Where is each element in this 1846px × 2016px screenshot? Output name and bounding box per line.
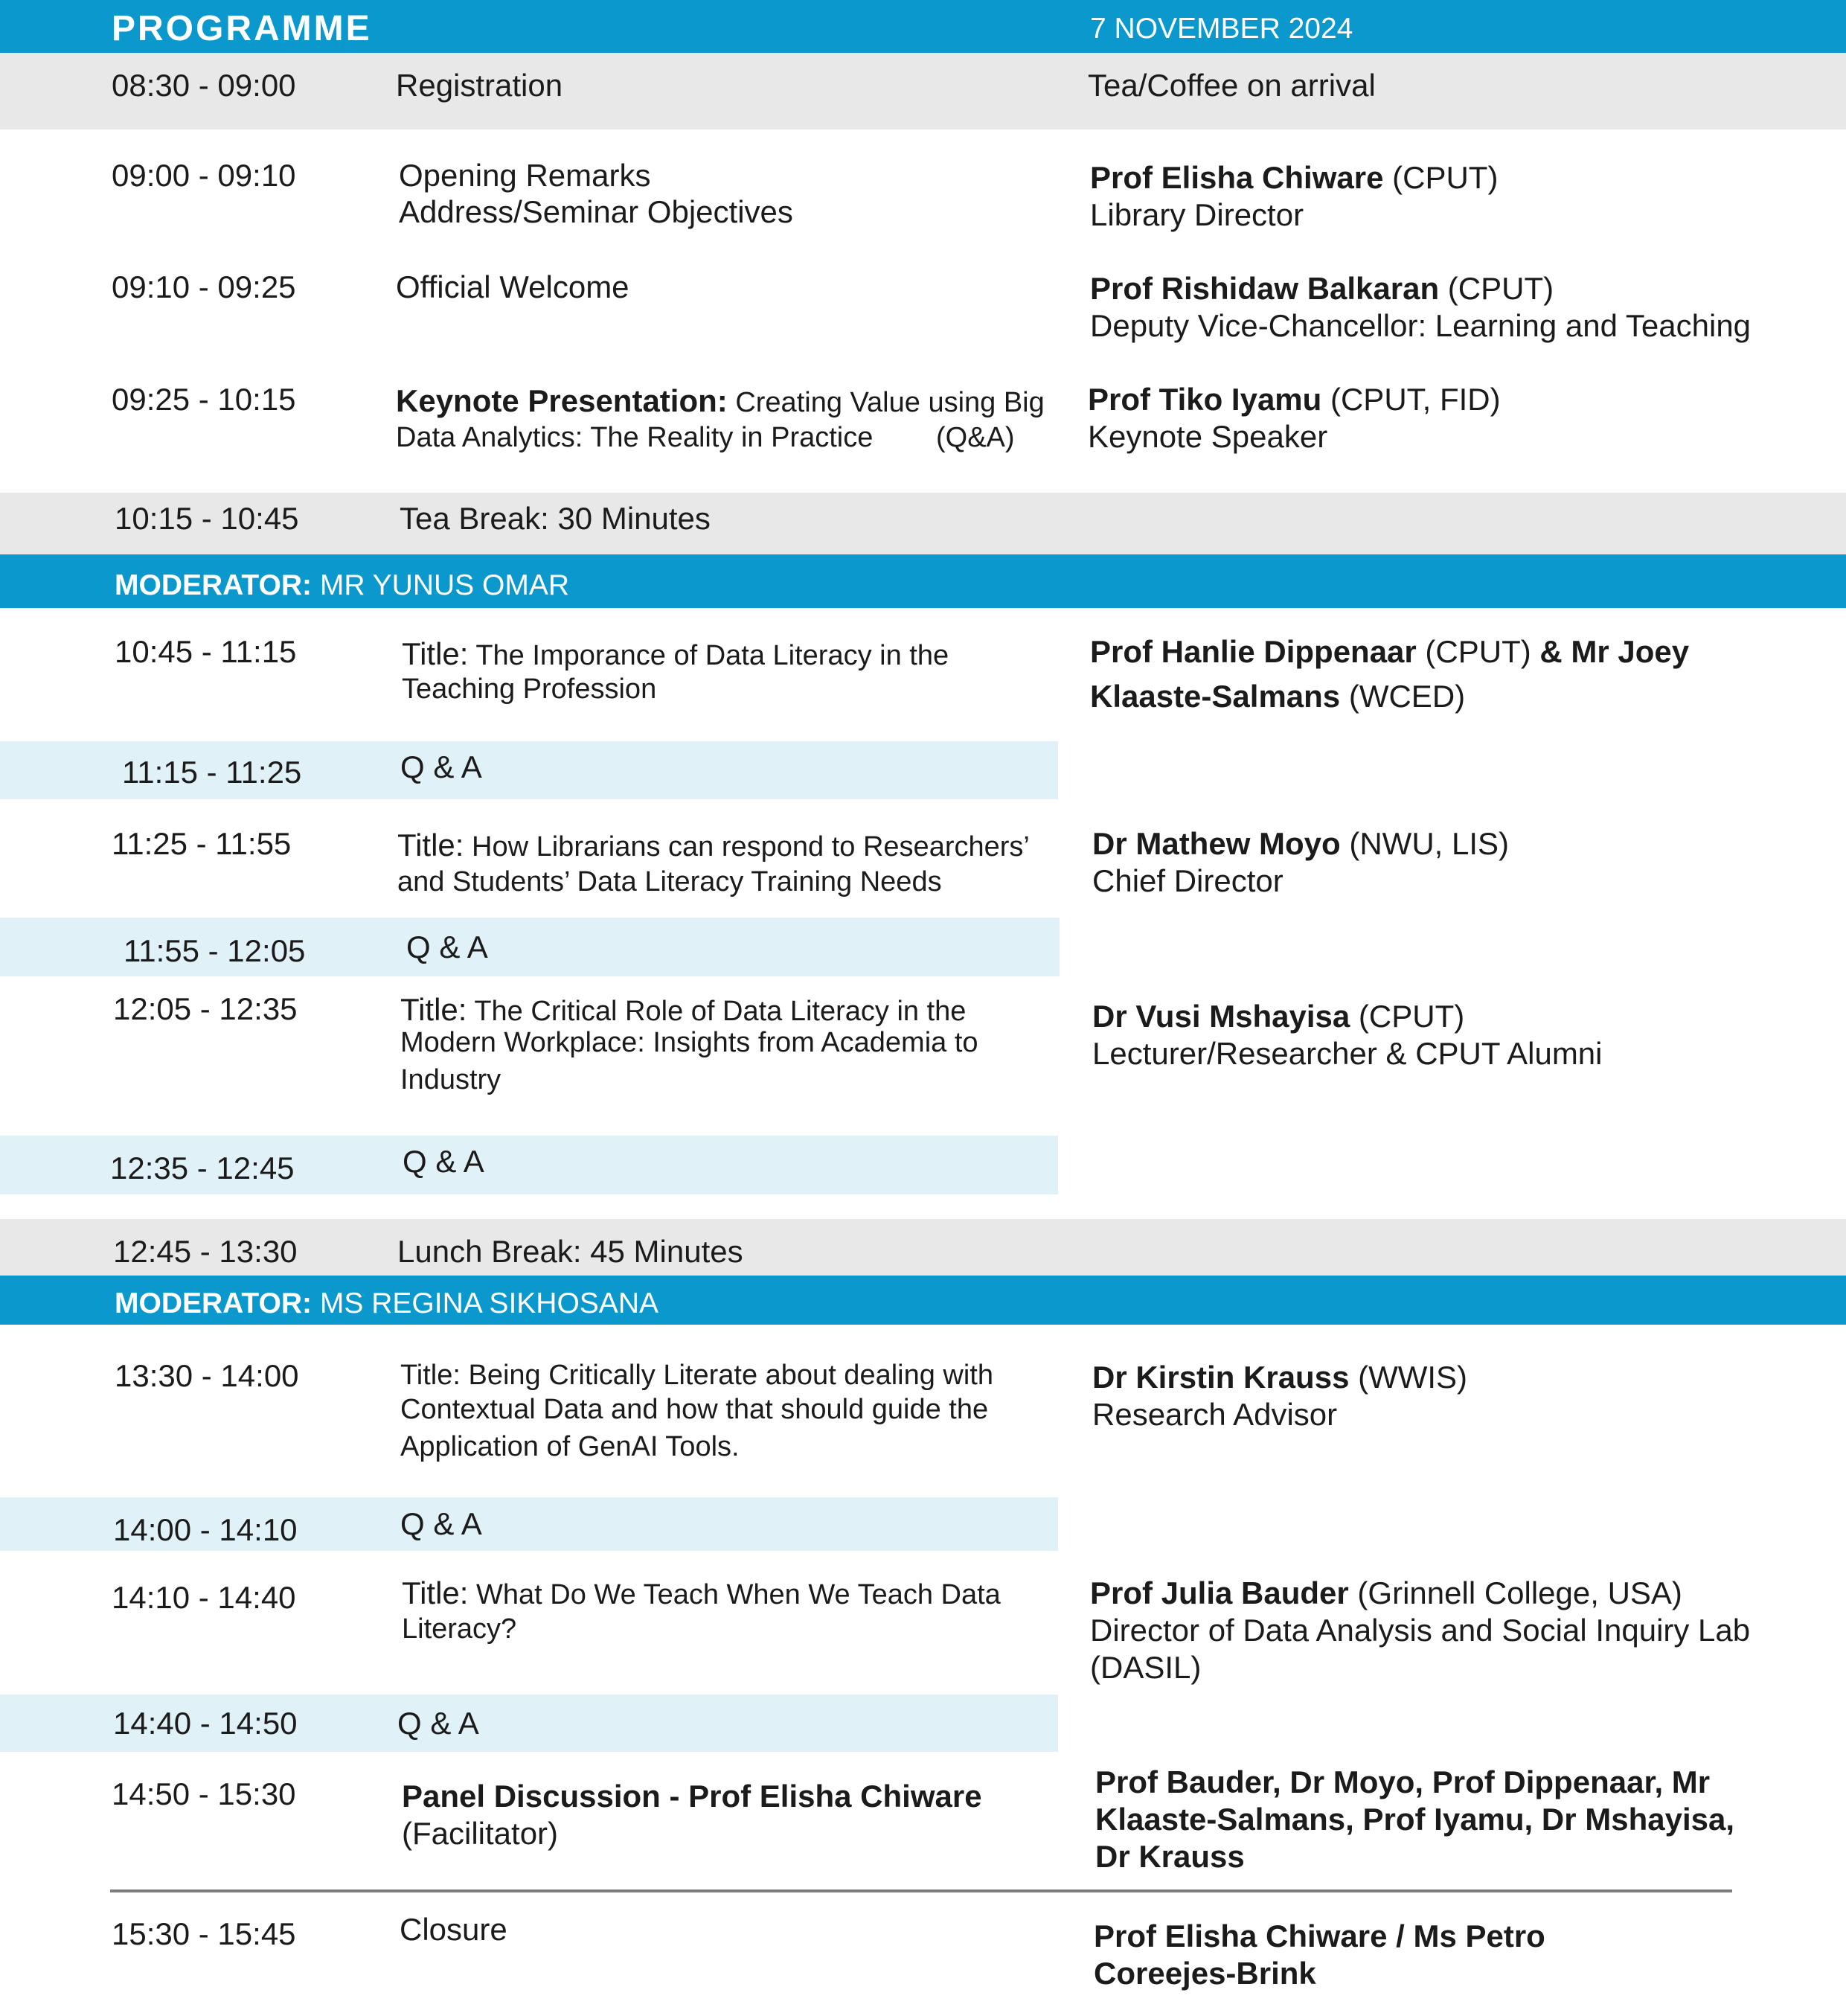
session-item: Panel Discussion - Prof Elisha Chiware: [402, 1779, 982, 1814]
speaker-line: [1090, 269, 1554, 307]
speaker-role: Lecturer/Researcher & CPUT Alumni: [1092, 1036, 1603, 1071]
time-slot: 09:10 - 09:25: [112, 269, 296, 304]
speaker-name: Klaaste-Salmans: [1090, 679, 1341, 714]
session-title: What Do We Teach When We Teach Data: [468, 1579, 1001, 1610]
speaker-name: Prof Elisha Chiware: [1090, 160, 1384, 195]
session-title-line: [396, 382, 1045, 420]
session-label: Title:: [402, 636, 469, 671]
event-date: 7 NOVEMBER 2024: [1090, 13, 1353, 45]
session-title: and Students’ Data Literacy Training Needs: [397, 866, 942, 897]
session-title-line: [402, 1574, 1001, 1612]
qa-label: Q & A: [406, 929, 488, 964]
speaker-name: Dr Krauss: [1095, 1839, 1245, 1874]
speaker-line: [1092, 825, 1509, 863]
time-slot: 13:30 - 14:00: [115, 1358, 299, 1393]
session-item: Address/Seminar Objectives: [399, 194, 793, 229]
speaker-affiliation: (WWIS): [1349, 1360, 1468, 1395]
speaker-name: Dr Mathew Moyo: [1092, 826, 1341, 861]
moderator-label: MODERATOR:: [115, 1287, 313, 1319]
time-slot: 15:30 - 15:45: [112, 1916, 296, 1951]
speaker-name: Prof Elisha Chiware / Ms Petro: [1094, 1919, 1545, 1953]
session-label: Title:: [400, 992, 467, 1027]
session-title: Creating Value using Big: [727, 387, 1045, 418]
time-slot: 11:15 - 11:25: [122, 755, 302, 790]
speaker-role: Library Director: [1090, 197, 1304, 232]
session-title: The Imporance of Data Literacy in the: [468, 640, 949, 671]
speaker-line: [1090, 1574, 1682, 1612]
qa-label: Q & A: [403, 1144, 484, 1179]
session-label: Keynote Presentation:: [396, 383, 728, 418]
session-item: Lunch Break: 45 Minutes: [397, 1234, 743, 1269]
session-title: Data Analytics: The Reality in Practice: [396, 422, 874, 453]
qa-note: (Q&A): [936, 422, 1015, 453]
session-title: Application of GenAI Tools.: [400, 1431, 740, 1462]
speaker-affiliation: (CPUT): [1350, 999, 1465, 1034]
session-label: Title:: [402, 1575, 469, 1610]
time-slot: 12:35 - 12:45: [110, 1151, 295, 1185]
speaker-line: [1090, 633, 1689, 671]
qa-label: Q & A: [400, 749, 482, 784]
session-title: Literacy?: [402, 1613, 517, 1645]
speaker-name: Klaaste-Salmans, Prof Iyamu, Dr Mshayisa,: [1095, 1802, 1735, 1837]
time-slot: 10:45 - 11:15: [115, 634, 297, 669]
speaker-line: [1090, 677, 1465, 715]
speaker-name: & Mr Joey: [1539, 634, 1690, 669]
time-slot: 09:25 - 10:15: [112, 382, 296, 417]
session-item: Registration: [396, 68, 563, 103]
time-slot: 12:45 - 13:30: [113, 1234, 298, 1269]
speaker-line: [1090, 159, 1498, 196]
speaker-name: Coreejes-Brink: [1094, 1956, 1316, 1991]
session-item: Tea Break: 30 Minutes: [400, 501, 711, 536]
session-item: Closure: [400, 1912, 507, 1947]
speaker-role: Keynote Speaker: [1088, 419, 1328, 454]
speaker-affiliation: (Grinnell College, USA): [1348, 1575, 1682, 1610]
speaker-role: Deputy Vice-Chancellor: Learning and Teaching: [1090, 308, 1752, 343]
divider: [110, 1889, 1732, 1892]
speaker-role: Chief Director: [1092, 863, 1283, 898]
speaker-line: [1092, 1358, 1467, 1396]
speaker-name: Prof Hanlie Dippenaar: [1090, 634, 1417, 669]
session-note: Tea/Coffee on arrival: [1088, 68, 1376, 103]
qa-label: Q & A: [400, 1506, 482, 1541]
session-title: Modern Workplace: Insights from Academia to: [400, 1027, 978, 1058]
speaker-role: Director of Data Analysis and Social Inquiry Lab: [1090, 1613, 1751, 1648]
moderator-name: MR YUNUS OMAR: [312, 569, 570, 601]
speaker-name: Dr Kirstin Krauss: [1092, 1360, 1350, 1395]
moderator-label: MODERATOR:: [115, 569, 313, 601]
session-title: Title: Being Critically Literate about dealing with: [400, 1360, 993, 1391]
session-title-line: [397, 826, 1030, 864]
session-title: The Critical Role of Data Literacy in the: [467, 996, 967, 1027]
moderator-line: [115, 568, 569, 604]
speaker-name: Prof Julia Bauder: [1090, 1575, 1349, 1610]
time-slot: 11:25 - 11:55: [112, 826, 292, 861]
time-slot: 14:00 - 14:10: [113, 1512, 298, 1547]
session-title: How Librarians can respond to Researchers’: [464, 831, 1030, 863]
time-slot: 14:10 - 14:40: [112, 1580, 296, 1615]
speaker-affiliation: (WCED): [1340, 679, 1466, 714]
speaker-affiliation: (CPUT, FID): [1321, 382, 1501, 417]
speaker-name: Dr Vusi Mshayisa: [1092, 999, 1350, 1034]
session-title: Teaching Profession: [402, 673, 657, 705]
time-slot: 14:50 - 15:30: [112, 1776, 296, 1811]
time-slot: 10:15 - 10:45: [115, 501, 299, 536]
session-title-line: [400, 991, 966, 1028]
session-title-line: [402, 635, 949, 673]
session-label: Title:: [397, 828, 464, 863]
time-slot: 09:00 - 09:10: [112, 158, 296, 193]
speaker-name: Prof Bauder, Dr Moyo, Prof Dippenaar, Mr: [1095, 1764, 1711, 1799]
speaker-name: Prof Tiko Iyamu: [1088, 382, 1322, 417]
session-title: Industry: [400, 1064, 501, 1095]
qa-label: Q & A: [397, 1706, 479, 1741]
speaker-role: Research Advisor: [1092, 1397, 1338, 1432]
time-slot: 14:40 - 14:50: [113, 1706, 298, 1741]
speaker-line: [1092, 997, 1464, 1035]
page-title: PROGRAMME: [112, 9, 372, 48]
speaker-line: [1088, 380, 1501, 418]
moderator-line: [115, 1286, 658, 1322]
speaker-affiliation: (CPUT): [1416, 634, 1540, 669]
session-item: (Facilitator): [402, 1816, 559, 1851]
speaker-affiliation: (NWU, LIS): [1340, 826, 1510, 861]
speaker-role: (DASIL): [1090, 1650, 1202, 1685]
speaker-affiliation: (CPUT): [1383, 160, 1499, 195]
time-slot: 12:05 - 12:35: [113, 991, 298, 1026]
moderator-name: MS REGINA SIKHOSANA: [312, 1287, 658, 1319]
speaker-name: Prof Rishidaw Balkaran: [1090, 271, 1440, 306]
speaker-affiliation: (CPUT): [1439, 271, 1554, 306]
session-item: Opening Remarks: [399, 158, 651, 193]
session-item: Official Welcome: [396, 269, 629, 304]
time-slot: 08:30 - 09:00: [112, 68, 296, 103]
time-slot: 11:55 - 12:05: [124, 933, 306, 968]
session-title: Contextual Data and how that should guide the: [400, 1394, 989, 1425]
